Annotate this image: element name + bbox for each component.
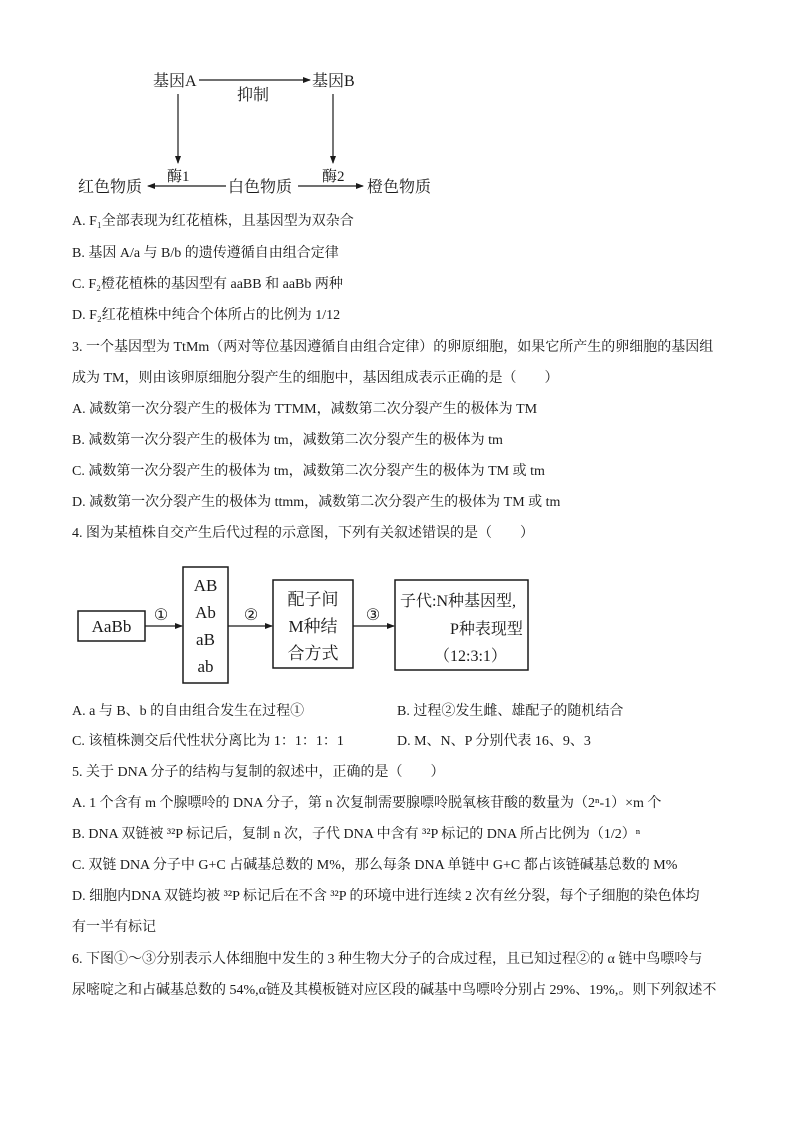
gene-b-label: 基因B bbox=[312, 73, 355, 90]
offspring-line: （12:3:1） bbox=[434, 648, 507, 665]
gamete-label: AB bbox=[193, 576, 218, 595]
orange-substance-label: 橙色物质 bbox=[367, 179, 432, 196]
q3-stem-line-2: 成为 TM，则由该卵原细胞分裂产生的细胞中，基因组成表示正确的是（ ） bbox=[72, 371, 559, 386]
q3-option-d: D. 减数第一次分裂产生的极体为 ttmm，减数第二次分裂产生的极体为 TM 或 tm bbox=[72, 495, 561, 510]
q2-option-a: A. F₁全部表现为红花植株，且基因型为双杂合 bbox=[72, 214, 354, 229]
combination-line: 合方式 bbox=[287, 644, 339, 663]
q2-option-c: C. F₂橙花植株的基因型有 aaBB 和 aaBb 两种 bbox=[72, 277, 343, 292]
q3-stem-line-1: 3. 一个基因型为 TtMm（两对等位基因遵循自由组合定律）的卵原细胞，如果它所产生的卵细胞的基因组 bbox=[72, 340, 714, 355]
q5-option-d: D. 细胞内DNA 双链均被 ³²P 标记后在不含 ³²P 的环境中进行连续 2 次有丝分裂，每个子细胞的染色体均 bbox=[72, 889, 700, 904]
q5-option-c: C. 双链 DNA 分子中 G+C 占碱基总数的 M%，那么每条 DNA 单链中 G+C 都占该链碱基总数的 M% bbox=[72, 858, 678, 873]
q2-option-b: B. 基因 A/a 与 B/b 的遗传遵循自由组合定律 bbox=[72, 246, 339, 261]
q3-option-a: A. 减数第一次分裂产生的极体为 TTMM，减数第二次分裂产生的极体为 TM bbox=[72, 402, 538, 417]
step3-label: ③ bbox=[365, 607, 381, 624]
combination-line: M种结 bbox=[288, 617, 338, 636]
enzyme2-label: 酶2 bbox=[322, 169, 345, 185]
offspring-line: P种表现型 bbox=[450, 621, 523, 638]
q6-stem-line-1: 6. 下图①～③分别表示人体细胞中发生的 3 种生物大分子的合成过程，且已知过程②的 α 链中鸟嘌呤与 bbox=[72, 952, 703, 967]
q4-stem: 4. 图为某植株自交产生后代过程的示意图，下列有关叙述错误的是（ ） bbox=[72, 526, 534, 541]
step2-label: ② bbox=[243, 607, 259, 624]
q3-option-b: B. 减数第一次分裂产生的极体为 tm，减数第二次分裂产生的极体为 tm bbox=[72, 433, 503, 448]
parent-genotype-label: AaBb bbox=[91, 617, 132, 636]
q5-option-b: B. DNA 双链被 ³²P 标记后，复制 n 次，子代 DNA 中含有 ³²P 标记的 DNA 所占比例为（1/2）ⁿ bbox=[72, 827, 641, 842]
self-cross-process-diagram bbox=[0, 555, 560, 695]
q4-option-c: C. 该植株测交后代性状分离比为 1：1：1：1 bbox=[72, 734, 344, 749]
q5-option-a: A. 1 个含有 m 个腺嘌呤的 DNA 分子，第 n 次复制需要腺嘌呤脱氧核苷酸的数量为（2ⁿ-1）×m 个 bbox=[72, 796, 662, 811]
q4-option-b: B. 过程②发生雌、雄配子的随机结合 bbox=[397, 704, 624, 719]
gamete-label: Ab bbox=[195, 603, 216, 622]
inhibit-label: 抑制 bbox=[237, 87, 270, 104]
q4-option-a: A. a 与 B、b 的自由组合发生在过程① bbox=[72, 704, 305, 719]
combination-line: 配子间 bbox=[287, 590, 339, 609]
q6-stem-line-2: 尿嘧啶之和占碱基总数的 54%,α链及其模板链对应区段的碱基中鸟嘌呤分别占 29%、19%,。则下列叙述不 bbox=[72, 983, 717, 998]
q2-option-d: D. F₂红花植株中纯合个体所占的比例为 1/12 bbox=[72, 308, 341, 323]
white-substance-label: 白色物质 bbox=[228, 179, 293, 196]
step1-label: ① bbox=[153, 607, 169, 624]
q5-option-d-continued: 有一半有标记 bbox=[72, 920, 156, 935]
q3-option-c: C. 减数第一次分裂产生的极体为 tm，减数第二次分裂产生的极体为 TM 或 tm bbox=[72, 464, 545, 479]
q4-option-d: D. M、N、P 分别代表 16、9、3 bbox=[397, 734, 591, 749]
gene-a-label: 基因A bbox=[153, 73, 197, 90]
gamete-label: aB bbox=[196, 630, 215, 649]
offspring-line: 子代:N种基因型, bbox=[400, 593, 517, 610]
enzyme1-label: 酶1 bbox=[167, 169, 190, 185]
q5-stem: 5. 关于 DNA 分子的结构与复制的叙述中，正确的是（ ） bbox=[72, 765, 445, 780]
gamete-label: ab bbox=[197, 657, 214, 676]
red-substance-label: 红色物质 bbox=[78, 179, 143, 196]
gene-pathway-diagram bbox=[0, 0, 470, 210]
